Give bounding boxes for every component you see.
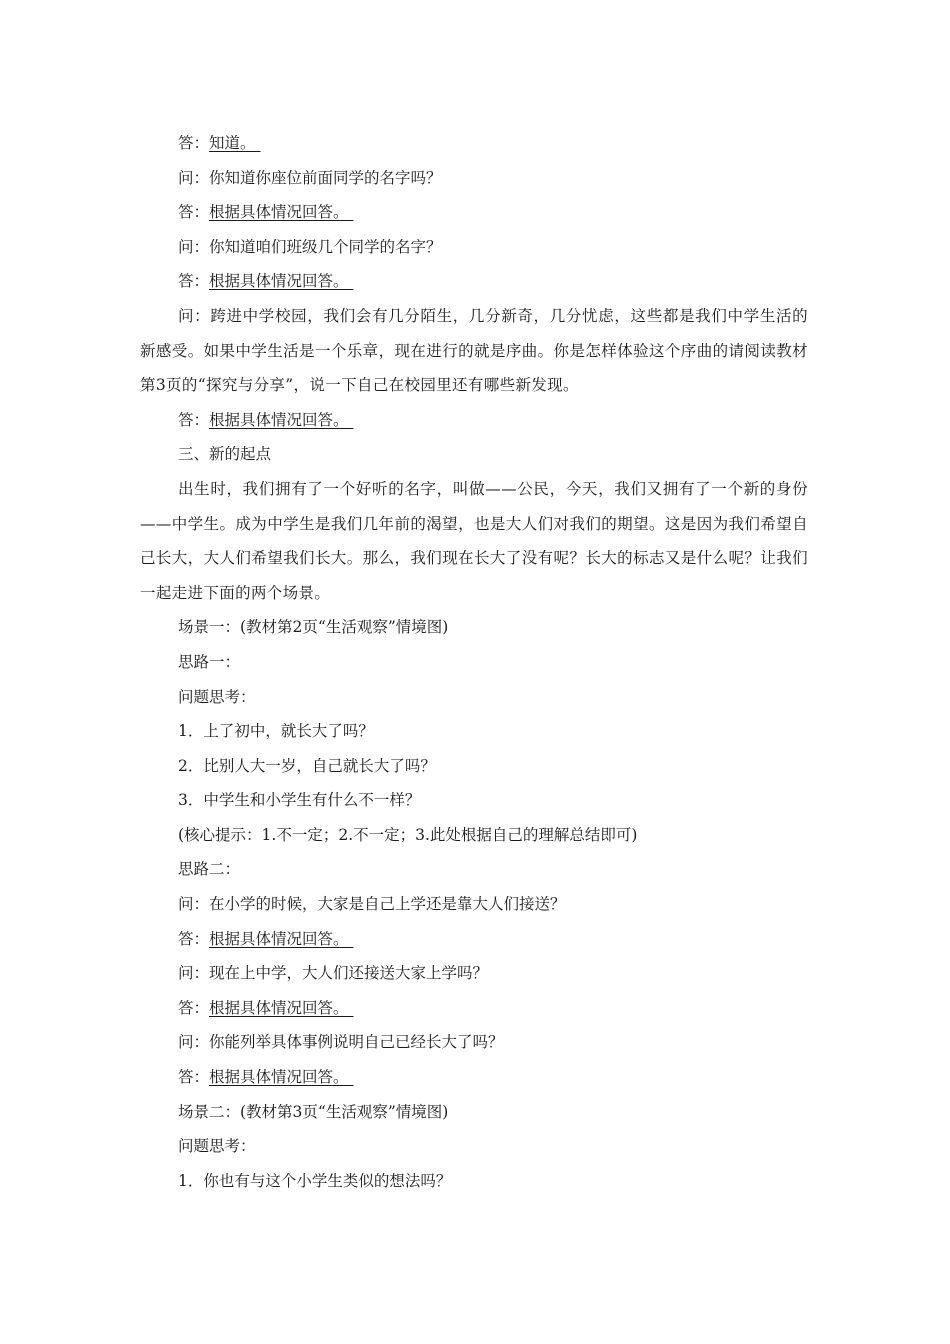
answer-prefix: 答： [178,134,210,152]
question-line: 问：你能列举具体事例说明自己已经长大了吗？ [178,1033,504,1052]
answer-line [140,991,808,1026]
answer-line [140,264,808,299]
answer-line [140,126,808,161]
question-line: 问：在小学的时候，大家是自己上学还是靠大人们接送？ [178,895,566,914]
thinking-question: 1．上了初中，就长大了吗？ [178,722,374,741]
answer-text: 根据具体情况回答。 [209,410,349,429]
idea-one-label: 思路一： [178,652,241,671]
thinking-question: 2．比别人大一岁，自己就长大了吗？ [178,756,436,775]
thinking-question: 3．中学生和小学生有什么不一样？ [178,791,421,810]
thinking-label: 问题思考： [178,1137,256,1156]
thinking-label: 问题思考： [178,687,256,706]
intro-paragraph: 出生时，我们拥有了一个好听的名字，叫做——公民，今天，我们又拥有了一个新的身份——中学生。成为中学生是我们几年前的渴望，也是大人们对我们的期望。这是因为我们希望自己长大，大人们希望我们长大。那么，我们现在长大了没有呢？长大的标志又是什么呢？让我们一起走进下面的两个场景。 [140,479,808,602]
answer-prefix: 答： [178,272,210,291]
question-line: 问：你知道咱们班级几个同学的名字？ [178,237,442,256]
answer-prefix: 答： [178,410,210,429]
section-heading: 三、新的起点 [178,445,272,464]
answer-text: 知道。 [209,134,256,152]
thinking-question: 1．你也有与这个小学生类似的想法吗？ [178,1171,452,1190]
answer-prefix: 答： [178,998,210,1017]
answer-prefix: 答： [178,1068,210,1087]
answer-line [140,1060,808,1095]
answer-text: 根据具体情况回答。 [209,1068,349,1087]
document-body [140,126,808,1198]
answer-prefix: 答： [178,929,210,948]
question-line: 问：你知道你座位前面同学的名字吗？ [178,168,442,187]
answer-line [140,922,808,957]
answer-text: 根据具体情况回答。 [209,929,349,948]
answer-text: 根据具体情况回答。 [209,998,349,1017]
answer-text: 根据具体情况回答。 [209,203,349,222]
idea-two-label: 思路二： [178,860,241,879]
answer-line [140,195,808,230]
scene-two-title: 场景二：(教材第3页“生活观察”情境图) [178,1102,449,1121]
question-paragraph: 问：跨进中学校园，我们会有几分陌生，几分新奇，几分忧虑，这些都是我们中学生活的新感受。如果中学生活是一个乐章，现在进行的就是序曲。你是怎样体验这个序曲的请阅读教材第3页的“探究与分享”，说一下自己在校园里还有哪些新发现。 [140,306,808,395]
core-hint: (核心提示：1.不一定；2.不一定；3.此处根据自己的理解总结即可) [178,825,638,844]
scene-one-title: 场景一：(教材第2页“生活观察”情境图) [178,618,449,637]
answer-line [140,403,808,438]
question-line: 问：现在上中学，大人们还接送大家上学吗？ [178,964,489,983]
answer-prefix: 答： [178,203,210,222]
answer-text: 根据具体情况回答。 [209,272,349,291]
